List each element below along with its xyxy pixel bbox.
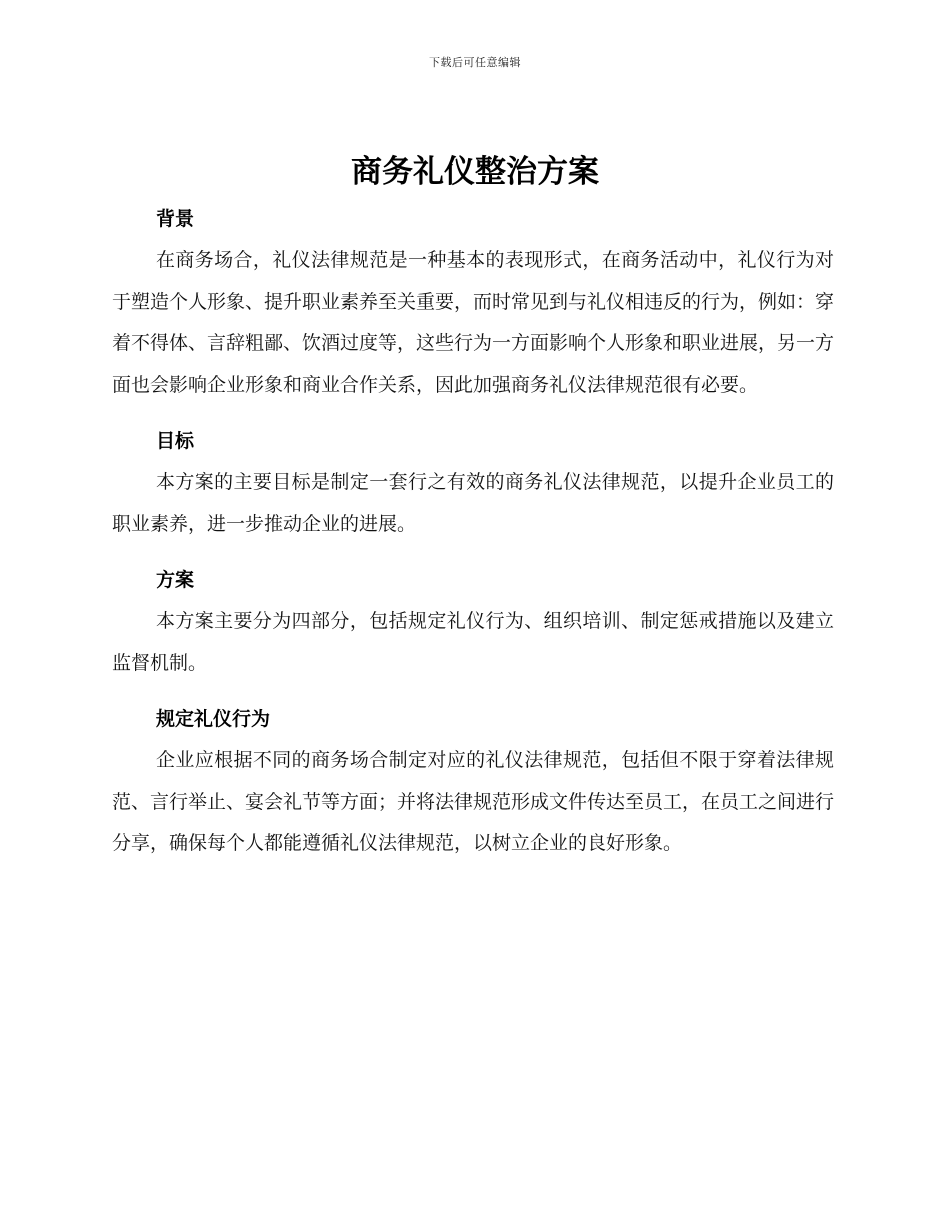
document-title: 商务礼仪整治方案 [351, 154, 599, 190]
section-heading: 目标 [156, 430, 195, 452]
section-etiquette-rules [112, 698, 834, 865]
section-heading: 背景 [156, 208, 195, 230]
section-goal [112, 420, 834, 545]
section-paragraph: 本方案主要分为四部分，包括规定礼仪行为、组织培训、制定惩戒措施以及建立监督机制。 [112, 610, 834, 674]
section-background [112, 198, 834, 406]
document-content [112, 198, 834, 879]
section-paragraph: 本方案的主要目标是制定一套行之有效的商务礼仪法律规范，以提升企业员工的职业素养，进一步推动企业的进展。 [112, 471, 834, 535]
section-heading: 方案 [156, 569, 195, 591]
page-header: 下载后可任意编辑 [429, 56, 521, 69]
section-heading: 规定礼仪行为 [156, 708, 271, 730]
section-paragraph: 企业应根据不同的商务场合制定对应的礼仪法律规范，包括但不限于穿着法律规范、言行举止、宴会礼节等方面；并将法律规范形成文件传达至员工，在员工之间进行分享，确保每个人都能遵循礼仪法律规范，以树立企业的良好形象。 [112, 749, 835, 854]
section-paragraph: 在商务场合，礼仪法律规范是一种基本的表现形式，在商务活动中，礼仪行为对于塑造个人形象、提升职业素养至关重要，而时常见到与礼仪相违反的行为，例如：穿着不得体、言辞粗鄙、饮酒过度等，这些行为一方面影响个人形象和职业进展，另一方面也会影响企业形象和商业合作关系，因此加强商务礼仪法律规范很有必要。 [112, 249, 835, 396]
section-plan [112, 559, 834, 684]
